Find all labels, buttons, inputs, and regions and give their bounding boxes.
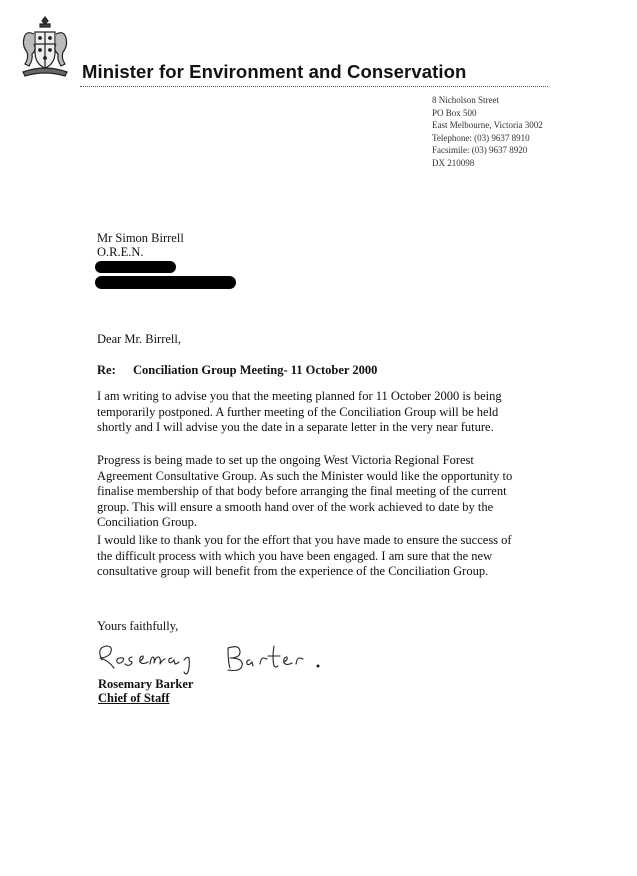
subject-label: Re: <box>97 363 116 377</box>
recipient-block <box>97 231 184 259</box>
recipient-organisation: O.R.E.N. <box>97 245 144 259</box>
paragraph-line: finalise membership of that body before arranging the final meeting of the current <box>97 484 507 499</box>
paragraph-line: I am writing to advise you that the meeting planned for 11 October 2000 is being <box>97 389 502 403</box>
subject-line <box>97 363 378 378</box>
subject-text: Conciliation Group Meeting- 11 October 2000 <box>133 363 378 377</box>
paragraph-1 <box>97 389 537 436</box>
salutation: Dear Mr. Birrell, <box>97 332 182 346</box>
handwritten-signature <box>80 630 340 680</box>
signer-title: Chief of Staff <box>98 691 170 705</box>
redacted-address-line-1 <box>95 261 176 273</box>
closing: Yours faithfully, <box>97 619 179 633</box>
ministry-address <box>432 94 543 169</box>
coat-of-arms-icon <box>18 14 72 80</box>
paragraph-line: Agreement Consultative Group. As such the Minister would like the opportunity to <box>97 468 513 483</box>
address-telephone: Telephone: (03) 9637 8910 <box>432 132 530 143</box>
paragraph-line: temporarily postponed. A further meeting of the Conciliation Group will be held <box>97 404 499 419</box>
paragraph-line: I would like to thank you for the effort that you have made to ensure the success of <box>97 533 512 547</box>
address-po-box: PO Box 500 <box>432 107 477 118</box>
paragraph-line: group. This will ensure a smooth hand over of the work achieved to date by the <box>97 499 494 514</box>
signer-name: Rosemary Barker <box>98 677 194 691</box>
address-facsimile: Facsimile: (03) 9637 8920 <box>432 145 528 155</box>
address-dx: DX 210098 <box>432 157 475 168</box>
paragraph-line: consultative group will benefit from the experience of the Conciliation Group. <box>97 564 489 579</box>
redacted-address-line-2 <box>95 276 236 289</box>
paragraph-2 <box>97 453 537 531</box>
paragraph-line: Conciliation Group. <box>97 515 197 530</box>
paragraph-3 <box>97 533 537 580</box>
ministry-title: Minister for Environment and Conservation <box>82 61 467 82</box>
recipient-name: Mr Simon Birrell <box>97 231 184 245</box>
letterhead-divider <box>80 86 548 87</box>
paragraph-line: the difficult process with which you have been engaged. I am sure that the new <box>97 548 493 563</box>
address-street: 8 Nicholson Street <box>432 95 499 105</box>
paragraph-line: Progress is being made to set up the ongoing West Victoria Regional Forest <box>97 453 474 467</box>
paragraph-line: shortly and I will advise you the date in a separate letter in the very near future. <box>97 420 494 435</box>
address-city: East Melbourne, Victoria 3002 <box>432 120 543 130</box>
